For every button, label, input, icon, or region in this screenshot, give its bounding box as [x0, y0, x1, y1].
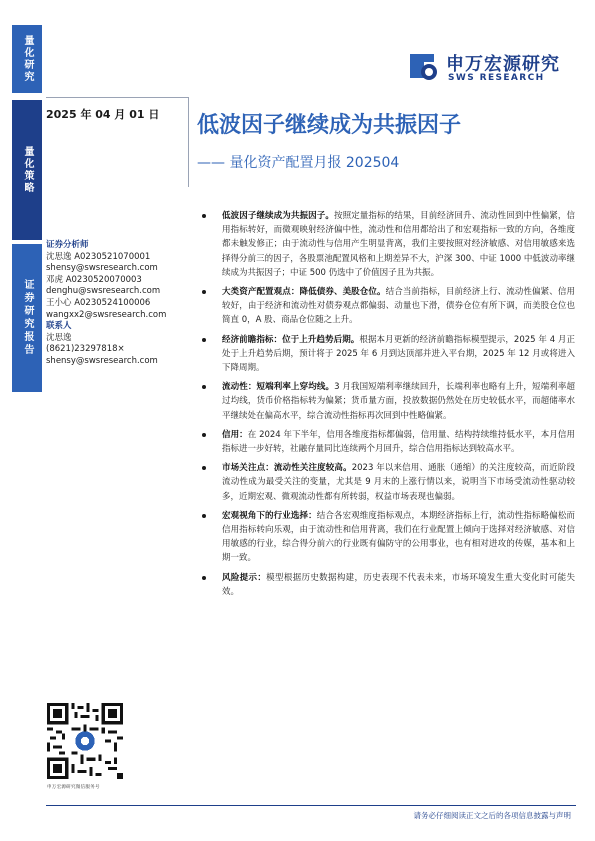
bullet-text: 在 2024 年下半年，信用各维度指标都偏弱，信用量、结构持续维持低水平，本月信用指标进一步好转，社融存量同比连续两个月回升，综合信用指标达到较高水平。 — [222, 429, 575, 455]
summary-bullet — [200, 461, 575, 504]
report-date: 2025 年 04 月 01 日 — [46, 108, 160, 121]
wechat-qr-code[interactable] — [47, 703, 123, 779]
qr-caption: 申万宏源研究微信服务号 — [47, 785, 100, 790]
analyst-email-link[interactable]: denghu@swsresearch.com — [46, 286, 161, 297]
bullet-text: 按照定量指标的结果，目前经济回升、流动性回到中性偏紧，信用指标转好，而微观映射经济偏中性，流动性和信用都给出了和宏观指标一致的方向，各维度都未触发修正；由于流动性与信用产生明显背离，我们主要按照对经济敏感、对信用敏感来选择得分前三的因子，各股票池配置风格和上期差异不大，沪深 300、中证 1000 中低波动率继续成为共振因子；中证 500 仍选中了价值因子且为共振。 — [222, 211, 575, 278]
bullet-lead: 经济前瞻指标：位于上升趋势后期。 — [222, 334, 360, 345]
analyst-heading: 证券分析师 — [46, 240, 89, 250]
sidebar-tab-quant-strategy — [12, 100, 42, 240]
summary-bullet — [200, 333, 575, 376]
contact-heading: 联系人 — [46, 321, 72, 332]
summary-bullet — [200, 209, 575, 280]
summary-bullet-list — [200, 209, 575, 604]
brand-logo — [404, 48, 574, 88]
sidebar-tab-quant-research — [12, 25, 42, 93]
bullet-text: 结合各宏观维度指标观点，本期经济指标上行，流动性指标略偏松而信用指标转向乐观，由于流动性和信用背离，我们在行业配置上倾向于选择对经济敏感、对信用敏感的行业，综合得分前六的行业既有偏防守的公用事业，也有相对进攻的传媒，基本和上期一致。 — [222, 510, 575, 564]
contact-email-link[interactable]: shensy@swsresearch.com — [46, 355, 158, 366]
bullet-lead: 信用： — [222, 429, 248, 440]
analyst-line: 沈思逸 A0230521070001 — [46, 251, 151, 262]
summary-bullet — [200, 509, 575, 566]
sidebar-tab-securities-report — [12, 244, 42, 392]
bullet-lead: 流动性：短端利率上穿均线。 — [222, 382, 335, 393]
logo-english-name: SWS RESEARCH — [448, 73, 545, 83]
summary-bullet — [200, 380, 575, 423]
bullet-text: 2023 年以来信用、通胀（通缩）的关注度较高，而近阶段流动性成为最受关注的变量，尤其是 9 月末的上涨行情以来，说明当下市场受流动性驱动较多，近期宏观、微观流动性都有所转弱，权益市场表现也偏弱。 — [222, 463, 575, 502]
bullet-lead: 宏观视角下的行业选择： — [222, 510, 317, 521]
bullet-lead: 市场关注点：流动性关注度较高。 — [222, 463, 352, 474]
analyst-panel — [46, 240, 196, 368]
analyst-line: 邓虎 A0230520070003 — [46, 274, 142, 285]
report-title: 低波因子继续成为共振因子 — [197, 113, 462, 138]
bullet-text: 根据本月更新的经济前瞻指标模型提示，2025 年 4 月正处于上升趋势后期，预计将于 2025 年 6 月到达顶部并进入平台期，2025 年 12 月或将进入下降周期。 — [222, 334, 575, 374]
bullet-lead: 低波因子继续成为共振因子。 — [222, 211, 334, 221]
header-vertical-divider — [188, 97, 189, 187]
summary-bullet — [200, 285, 575, 328]
contact-line: 沈思逸 — [46, 332, 72, 343]
sidebar-tab-label: 量化研究 — [22, 35, 33, 83]
bullet-text: 3 月我国短端利率继续回升，长端利率也略有上升，短端利率超过均线，货币价格指标转为偏紧；货币量方面，投放数据仍然处在历史较低水平，而超储率水平继续处在偏高水平，综合流动性指标再次回到中性略偏紧。 — [222, 382, 575, 421]
analyst-email-link[interactable]: wangxx2@swsresearch.com — [46, 309, 167, 320]
sws-logo-icon — [404, 48, 440, 84]
footer-divider — [46, 805, 576, 806]
analyst-line: 王小心 A0230524100006 — [46, 297, 151, 308]
bullet-lead: 大类资产配置观点：降低债券、美股仓位。 — [222, 287, 386, 298]
summary-bullet — [200, 428, 575, 456]
footer-disclaimer: 请务必仔细阅读正文之后的各项信息披露与声明 — [413, 811, 571, 820]
header-divider — [46, 97, 188, 98]
summary-bullet — [200, 571, 575, 599]
bullet-text: 结合当前指标，目前经济上行、流动性偏紧、信用较好，由于经济和流动性对债券观点都偏弱、动量也下滑，债券仓位有所下调，而美股仓位也简直 0，A 股、商品仓位随之上升。 — [222, 287, 575, 326]
sidebar-tab-label: 量化策略 — [22, 146, 33, 194]
analyst-email-link[interactable]: shensy@swsresearch.com — [46, 263, 158, 274]
sidebar-tab-label: 证券研究报告 — [22, 279, 33, 357]
logo-chinese-name: 申万宏源研究 — [446, 54, 560, 75]
bullet-text: 模型根据历史数据构建，历史表现不代表未来，市场环境发生重大变化时可能失效。 — [222, 572, 575, 597]
report-subtitle: —— 量化资产配置月报 202504 — [197, 155, 400, 171]
contact-line: (8621)23297818× — [46, 344, 125, 355]
bullet-lead: 风险提示： — [222, 572, 267, 583]
